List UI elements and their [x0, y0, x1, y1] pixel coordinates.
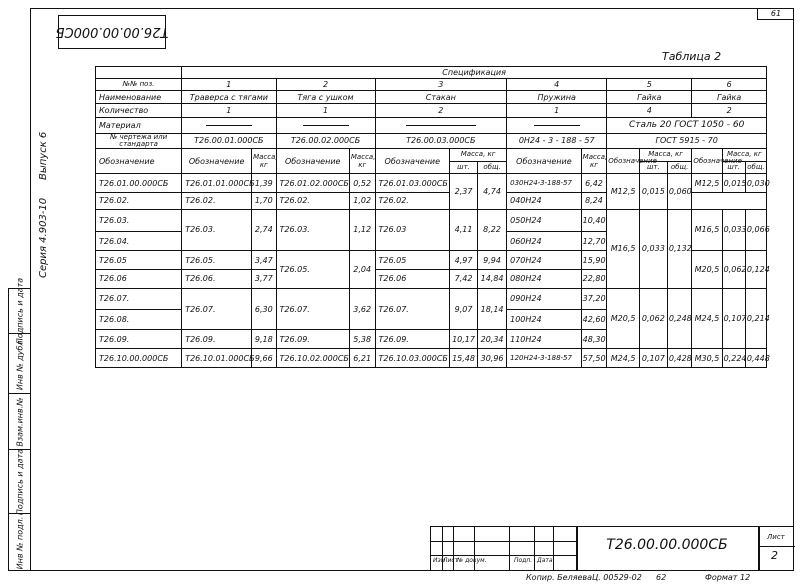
sub-mass-5: Масса, кг — [639, 149, 691, 161]
pos-6: 6 — [692, 79, 767, 90]
table-row: Т26.05 Т26.05. 3,47 Т26.05. 2,04 Т26.05 4,97 9,94 070Н24 15,90 М20,5 0,062 0,124 — [96, 251, 767, 270]
footer-copied-by: Копир. Беляева — [526, 573, 593, 582]
side-stamp-column — [8, 277, 30, 571]
table-row: Т26.06 Т26.06. 3,77 Т26.06 7,42 14,84 080Н24 22,80 — [96, 269, 767, 288]
pos-5: 5 — [607, 79, 692, 90]
pos-1: 1 — [182, 79, 276, 90]
drawing-3: Т26.00.03.000СБ — [375, 133, 507, 149]
table-row: Т26.07. Т26.07. 6,30 Т26.07. 3,62 Т26.07. 9,07 18,14 090Н24 37,20 М20,5 0,062 0,248 М24,5 0,107 0,214 — [96, 288, 767, 309]
row-label-qty: Количество — [96, 104, 182, 118]
sub-unit-5: шт. — [639, 161, 667, 173]
title-block — [430, 526, 794, 571]
name-4: Пружина — [507, 90, 607, 104]
qty-4: 1 — [507, 104, 607, 118]
pos-4: 4 — [507, 79, 607, 90]
qty-3: 2 — [375, 104, 507, 118]
sub-mass-4: Масса, кг — [581, 149, 607, 174]
footer-format: Формат 12 — [705, 573, 751, 582]
sub-unit-6: шт. — [722, 161, 745, 173]
specification-table — [95, 66, 770, 368]
top-sheet-number: 61 — [757, 8, 794, 20]
sub-desig-6: Обозначение — [692, 149, 722, 174]
sub-desig-4: Обозначение — [507, 149, 582, 174]
tb-caption-sign: Подп. — [514, 557, 533, 564]
footer-order: Ц. 00529-02 — [592, 573, 642, 582]
row-label-designation: Обозначение — [96, 149, 182, 174]
sub-total-6: общ. — [745, 161, 766, 173]
issue-label: Выпуск 6 — [38, 131, 49, 180]
sub-desig-5: Обозначение — [607, 149, 640, 174]
tb-caption-izm: Изм — [433, 557, 446, 564]
table-row: Т26.10.00.000СБ Т26.10.01.000СБ 9,66 Т26.10.02.000СБ 6,21 Т26.10.03.000СБ 15,48 30,96 120Н24-3-188-57 57,50 М24,5 0,107 0,428 М30,5 0,224 0,448 — [96, 349, 767, 368]
stamp-code: Т26.00.00.000СБ — [55, 24, 169, 40]
sub-mass-1: Масса, кг — [252, 149, 276, 174]
table-row: Т26.08. 100Н24 42,60 — [96, 309, 767, 330]
sub-desig-1: Обозначение — [182, 149, 252, 174]
table-row: Т26.01.00.000СБ Т26.01.01.000СБ 1,39 Т26.01.02.000СБ 0,52 Т26.01.03.000СБ 2,37 4,74 030Н24-3-188-57 6,42 М12,5 0,015 0,060 М12,5 0,015 0,030 — [96, 174, 767, 193]
tb-caption-list: Лист — [443, 557, 459, 564]
sub-unit-3: шт. — [450, 161, 478, 173]
side-label-signature-2: Подпись и дата — [15, 277, 25, 345]
table-row: Т26.04. 060Н24 12,70 — [96, 232, 767, 251]
sub-desig-3: Обозначение — [375, 149, 450, 174]
drawing-1: Т26.00.01.000СБ — [182, 133, 276, 149]
name-5: Гайка — [607, 90, 692, 104]
qty-5: 4 — [607, 104, 692, 118]
tb-sheet-number: 2 — [771, 549, 778, 562]
footer-num: 62 — [656, 573, 667, 582]
qty-2: 1 — [276, 104, 375, 118]
qty-1: 1 — [182, 104, 276, 118]
tb-caption-doc: № докум. — [457, 557, 487, 564]
name-2: Тяга с ушком — [276, 90, 375, 104]
series-label: Серия 4.903-10 — [38, 197, 49, 278]
sub-total-3: общ. — [478, 161, 507, 173]
pos-2: 2 — [276, 79, 375, 90]
table-row: Т26.02. Т26.02. 1,70 Т26.02. 1,02 Т26.02. 040Н24 8,24 — [96, 192, 767, 209]
material-5-6: Сталь 20 ГОСТ 1050 - 60 — [607, 118, 767, 134]
name-6: Гайка — [692, 90, 767, 104]
table-row: Т26.09. Т26.09. 9,18 Т26.09. 5,38 Т26.09. 10,17 20,34 110Н24 48,30 — [96, 330, 767, 349]
row-label-pos: №№ поз. — [96, 79, 182, 90]
sub-total-5: общ. — [667, 161, 691, 173]
table-row: Т26.03. Т26.03. 2,74 Т26.03. 1,12 Т26.03 4,11 8,22 050Н24 10,40 М16,5 0,033 0,132 М16,5 0,033 0,066 — [96, 209, 767, 232]
spec-header: Спецификация — [182, 67, 767, 79]
sub-mass-2: Масса, кг — [349, 149, 375, 174]
sub-mass-3: Масса, кг — [450, 149, 507, 161]
side-label-dupl-inv: Инв № дубл. — [15, 337, 25, 390]
row-label-material: Материал — [96, 118, 182, 134]
name-1: Траверса с тягами — [182, 90, 276, 104]
document-code-stamp — [55, 15, 169, 49]
drawing-2: Т26.00.02.000СБ — [276, 133, 375, 149]
tb-sheet-label: Лист — [767, 533, 785, 541]
pos-3: 3 — [375, 79, 507, 90]
drawing-5-6: ГОСТ 5915 - 70 — [607, 133, 767, 149]
sub-desig-2: Обозначение — [276, 149, 349, 174]
table-title: Таблица 2 — [662, 50, 722, 63]
side-label-signature-1: Подпись и дата — [15, 448, 25, 515]
tb-caption-date: Дата — [537, 557, 553, 564]
side-label-replace-inv: Взам.инв.№ — [15, 396, 25, 447]
qty-6: 2 — [692, 104, 767, 118]
title-block-code: Т26.00.00.000СБ — [606, 537, 728, 553]
side-label-orig-inv: Инв № подл. — [15, 516, 25, 570]
row-label-name: Наименование — [96, 90, 182, 104]
name-3: Стакан — [375, 90, 507, 104]
drawing-4: 0Н24 - 3 - 188 - 57 — [507, 133, 607, 149]
sub-mass-6: Масса, кг — [722, 149, 766, 161]
row-label-drawing: № чертежа или стандарта — [96, 133, 182, 149]
